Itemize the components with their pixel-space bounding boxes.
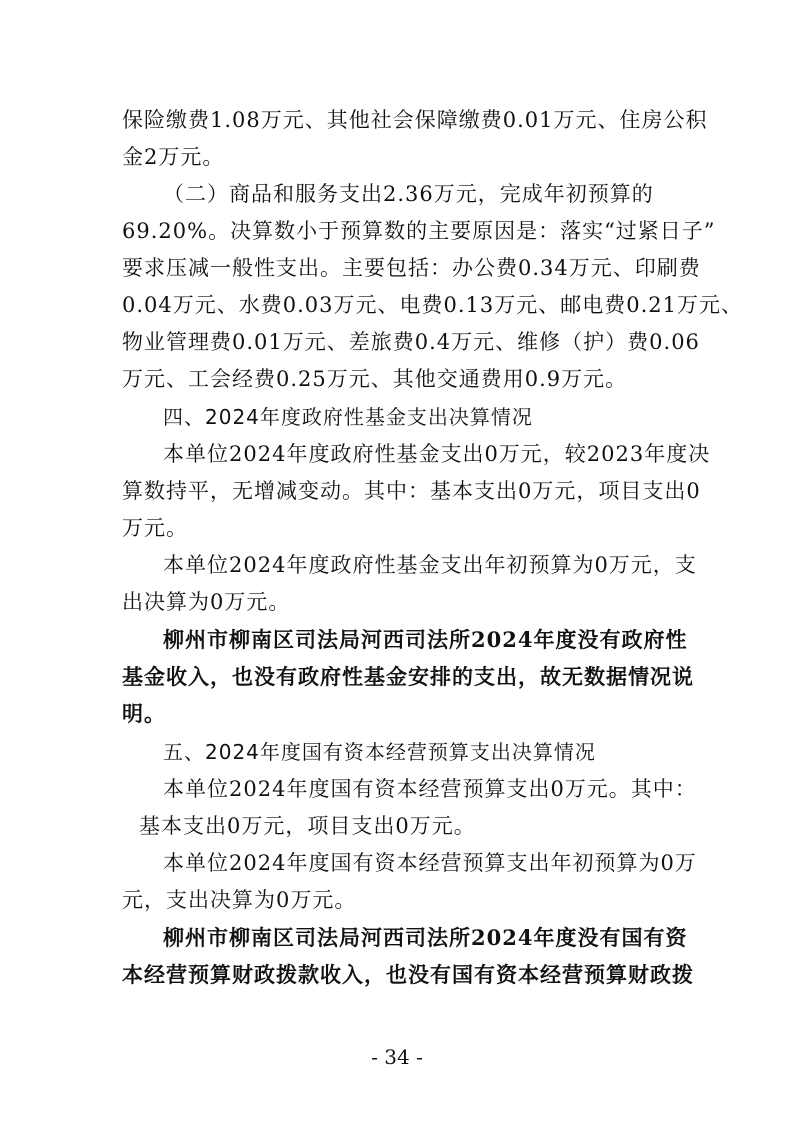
paragraph-line: 本单位2024年度政府性基金支出年初预算为0万元，支 xyxy=(163,553,697,577)
paragraph-line: 本单位2024年度国有资本经营预算支出年初预算为0万 xyxy=(163,851,697,875)
paragraph-line: 本单位2024年度国有资本经营预算支出0万元。其中： xyxy=(163,777,697,801)
paragraph-line: 0.04万元、水费0.03万元、电费0.13万元、邮电费0.21万元、 xyxy=(122,293,744,317)
paragraph-line: 金2万元。 xyxy=(122,145,225,169)
paragraph-line: 保险缴费1.08万元、其他社会保障缴费0.01万元、住房公积 xyxy=(122,108,708,132)
paragraph-line: 万元。 xyxy=(122,516,188,540)
paragraph-line: 算数持平，无增减变动。其中：基本支出0万元，项目支出0 xyxy=(122,479,701,503)
paragraph-line: （二）商品和服务支出2.36万元，完成年初预算的 xyxy=(163,182,654,206)
bold-statement-line: 明。 xyxy=(122,701,166,726)
page-number: - 34 - xyxy=(371,1045,423,1069)
bold-statement-line: 柳州市柳南区司法局河西司法所2024年度没有政府性 xyxy=(163,627,688,652)
section-heading: 五、2024年度国有资本经营预算支出决算情况 xyxy=(163,740,596,764)
bold-statement-line: 柳州市柳南区司法局河西司法所2024年度没有国有资 xyxy=(163,925,688,950)
paragraph-line: 出决算为0万元。 xyxy=(122,590,291,614)
bold-statement-line: 本经营预算财政拨款收入，也没有国有资本经营预算财政拨 xyxy=(122,962,694,987)
paragraph-line: 要求压减一般性支出。主要包括：办公费0.34万元、印刷费 xyxy=(122,256,701,280)
paragraph-line: 基本支出0万元，项目支出0万元。 xyxy=(139,814,476,838)
bold-statement-line: 基金收入，也没有政府性基金安排的支出，故无数据情况说 xyxy=(122,664,694,689)
section-heading: 四、2024年度政府性基金支出决算情况 xyxy=(163,405,533,429)
paragraph-line: 69.20%。决算数小于预算数的主要原因是：落实“过紧日子” xyxy=(122,219,716,243)
paragraph-line: 万元、工会经费0.25万元、其他交通费用0.9万元。 xyxy=(122,367,628,391)
paragraph-line: 元，支出决算为0万元。 xyxy=(122,888,357,912)
paragraph-line: 物业管理费0.01万元、差旅费0.4万元、维修（护）费0.06 xyxy=(122,330,700,354)
paragraph-line: 本单位2024年度政府性基金支出0万元，较2023年度决 xyxy=(163,442,711,466)
